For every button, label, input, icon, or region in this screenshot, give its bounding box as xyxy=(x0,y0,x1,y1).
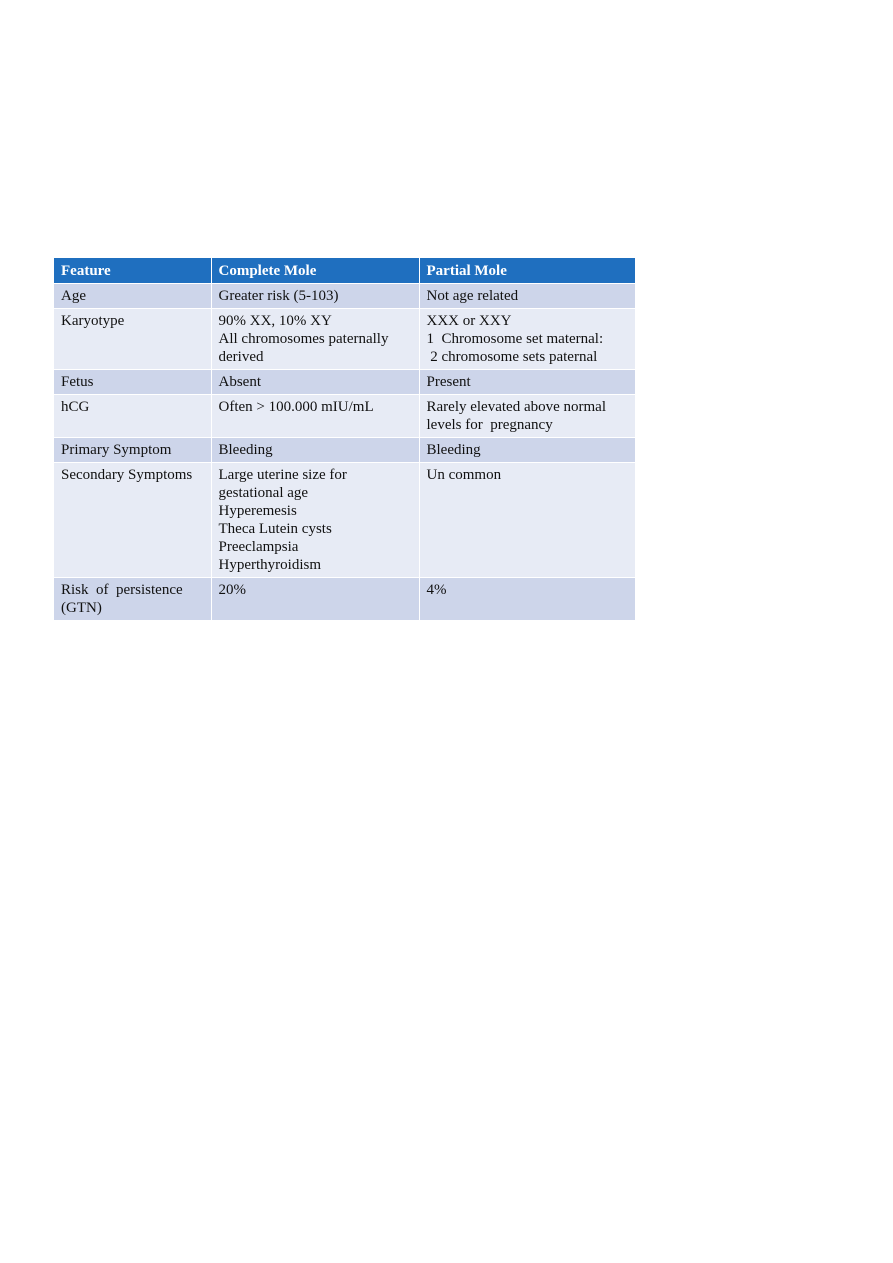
table-row xyxy=(54,370,635,395)
header-partial-mole: Partial Mole xyxy=(419,258,635,284)
partial-mole-cell: Not age related xyxy=(419,284,635,309)
feature-cell: Secondary Symptoms xyxy=(54,463,211,578)
comparison-table-container xyxy=(54,258,635,621)
feature-cell: Risk of persistence (GTN) xyxy=(54,578,211,621)
complete-mole-cell: Absent xyxy=(211,370,419,395)
partial-mole-cell: Rarely elevated above normal levels for pregnancy xyxy=(419,395,635,438)
complete-mole-cell: Bleeding xyxy=(211,438,419,463)
complete-mole-cell: Often > 100.000 mIU/mL xyxy=(211,395,419,438)
complete-mole-cell: Greater risk (5-103) xyxy=(211,284,419,309)
table-row xyxy=(54,309,635,370)
table-row xyxy=(54,395,635,438)
table-header-row xyxy=(54,258,635,284)
complete-mole-cell: Large uterine size for gestational age Hyperemesis Theca Lutein cysts Preeclampsia Hyperthyroidism xyxy=(211,463,419,578)
table-row xyxy=(54,463,635,578)
mole-comparison-table xyxy=(54,258,635,621)
header-feature: Feature xyxy=(54,258,211,284)
feature-cell: Fetus xyxy=(54,370,211,395)
partial-mole-cell: Present xyxy=(419,370,635,395)
header-complete-mole: Complete Mole xyxy=(211,258,419,284)
partial-mole-cell: XXX or XXY 1 Chromosome set maternal: 2 chromosome sets paternal xyxy=(419,309,635,370)
partial-mole-cell: Bleeding xyxy=(419,438,635,463)
feature-cell: Karyotype xyxy=(54,309,211,370)
feature-cell: hCG xyxy=(54,395,211,438)
feature-cell: Age xyxy=(54,284,211,309)
complete-mole-cell: 20% xyxy=(211,578,419,621)
table-row xyxy=(54,578,635,621)
table-row xyxy=(54,284,635,309)
table-row xyxy=(54,438,635,463)
partial-mole-cell: 4% xyxy=(419,578,635,621)
complete-mole-cell: 90% XX, 10% XY All chromosomes paternally derived xyxy=(211,309,419,370)
partial-mole-cell: Un common xyxy=(419,463,635,578)
feature-cell: Primary Symptom xyxy=(54,438,211,463)
